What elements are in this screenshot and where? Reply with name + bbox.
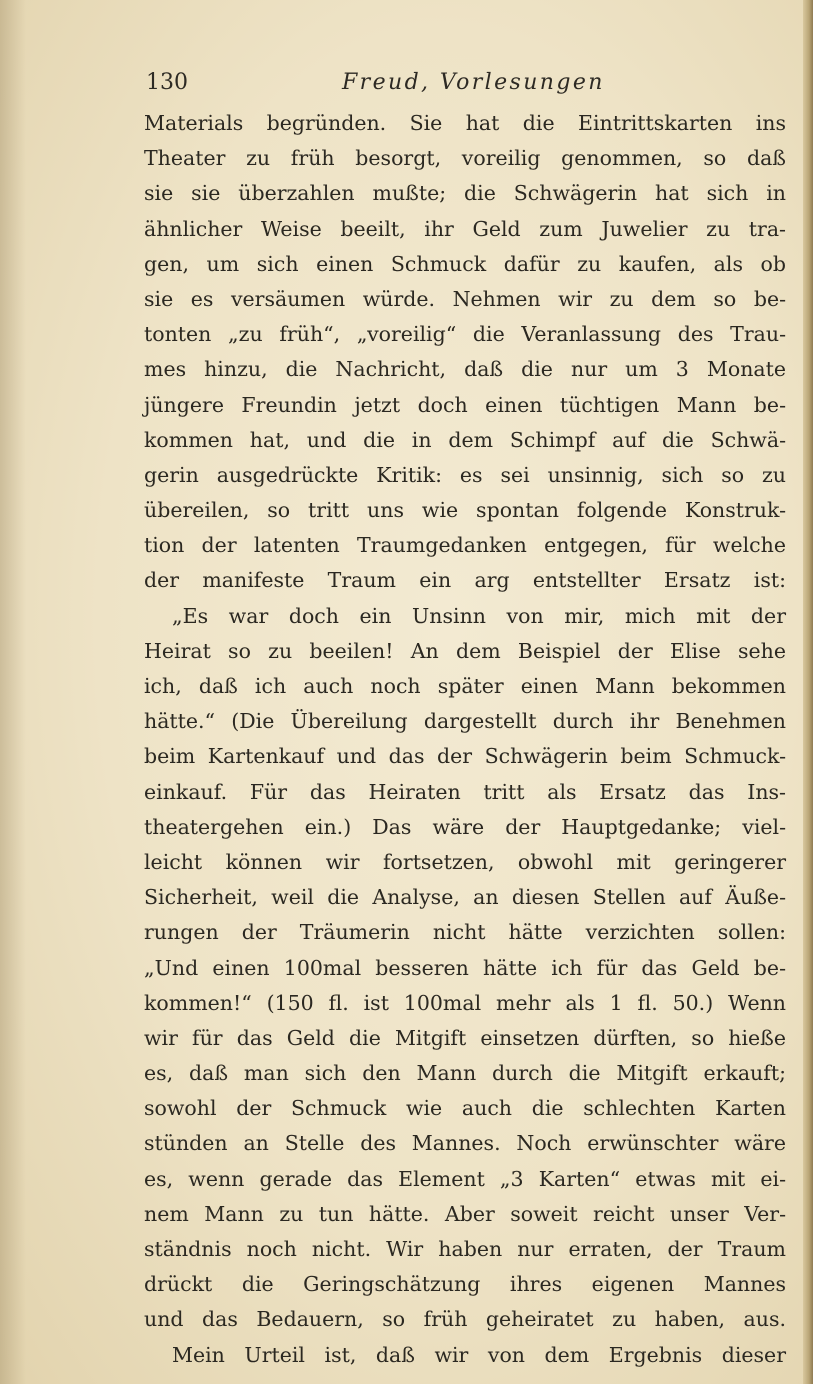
text-line: sie sie überzahlen mußte; die Schwägerin hat sich in bbox=[144, 181, 786, 206]
text-line: Theater zu früh besorgt, voreilig genommen, so daß bbox=[144, 146, 786, 171]
text-line: beim Kartenkauf und das der Schwägerin beim Schmuck- bbox=[144, 744, 786, 769]
text-line: übereilen, so tritt uns wie spontan folgende Konstruk- bbox=[144, 498, 786, 523]
text-line: es, wenn gerade das Element „3 Karten“ etwas mit ei- bbox=[144, 1166, 786, 1191]
text-line: hätte.“ (Die Übereilung dargestellt durch ihr Benehmen bbox=[144, 709, 786, 734]
text-line: ich, daß ich auch noch später einen Mann bekommen bbox=[144, 674, 786, 698]
text-line: ständnis noch nicht. Wir haben nur erraten, der Traum bbox=[144, 1237, 786, 1261]
text-line: nem Mann zu tun hätte. Aber soweit reicht unser Ver- bbox=[144, 1201, 786, 1226]
text-line: es, daß man sich den Mann durch die Mitgift erkauft; bbox=[144, 1061, 786, 1086]
text-line: kommen hat, und die in dem Schimpf auf die Schwä- bbox=[144, 427, 786, 452]
text-line: gen, um sich einen Schmuck dafür zu kaufen, als ob bbox=[144, 251, 786, 276]
text-line: „Und einen 100mal besseren hätte ich für das Geld be- bbox=[144, 955, 786, 980]
running-title: Freud, Vorlesungen bbox=[342, 70, 605, 95]
text-line: und das Bedauern, so früh geheiratet zu haben, aus. bbox=[144, 1307, 786, 1332]
text-line: Heirat so zu beeilen! An dem Beispiel der Elise sehe bbox=[144, 638, 786, 663]
text-line: rungen der Träumerin nicht hätte verzichten sollen: bbox=[144, 920, 786, 945]
gutter-shadow bbox=[0, 0, 26, 1384]
text-line: leicht können wir fortsetzen, obwohl mit geringerer bbox=[144, 849, 786, 874]
text-line: stünden an Stelle des Mannes. Noch erwünschter wäre bbox=[144, 1131, 786, 1156]
text-line: gerin ausgedrückte Kritik: es sei unsinnig, sich so zu bbox=[144, 462, 786, 487]
text-line: theatergehen ein.) Das wäre der Hauptgedanke; viel- bbox=[144, 814, 786, 839]
text-line: tonten „zu früh“, „voreilig“ die Veranlassung des Trau- bbox=[144, 322, 786, 347]
text-line: Sicherheit, weil die Analyse, an diesen Stellen auf Äuße- bbox=[144, 885, 786, 910]
text-line: „Es war doch ein Unsinn von mir, mich mit der bbox=[172, 603, 786, 628]
text-line: jüngere Freundin jetzt doch einen tüchtigen Mann be- bbox=[144, 392, 786, 417]
text-line: ähnlicher Weise beeilt, ihr Geld zum Juwelier zu tra- bbox=[144, 216, 786, 241]
page-number: 130 bbox=[146, 70, 188, 95]
text-line: einkauf. Für das Heiraten tritt als Ersatz das Ins- bbox=[144, 779, 786, 804]
text-line: wir für das Geld die Mitgift einsetzen dürften, so hieße bbox=[144, 1025, 786, 1050]
text-line: der manifeste Traum ein arg entstellter Ersatz ist: bbox=[144, 568, 786, 593]
page-edge bbox=[803, 0, 813, 1384]
text-line: sowohl der Schmuck wie auch die schlechten Karten bbox=[144, 1096, 786, 1121]
text-line: sie es versäumen würde. Nehmen wir zu dem so be- bbox=[144, 286, 786, 311]
text-line: Mein Urteil ist, daß wir von dem Ergebnis dieser bbox=[172, 1342, 786, 1367]
running-header bbox=[146, 68, 786, 100]
text-line: tion der latenten Traumgedanken entgegen, für welche bbox=[144, 533, 786, 558]
text-line: drückt die Geringschätzung ihres eigenen Mannes bbox=[144, 1272, 786, 1297]
text-line: kommen!“ (150 fl. ist 100mal mehr als 1 fl. 50.) Wenn bbox=[144, 990, 786, 1015]
body-text bbox=[144, 106, 786, 1373]
text-line: mes hinzu, die Nachricht, daß die nur um 3 Monate bbox=[144, 357, 786, 382]
text-line: Materials begründen. Sie hat die Eintrittskarten ins bbox=[144, 111, 786, 135]
